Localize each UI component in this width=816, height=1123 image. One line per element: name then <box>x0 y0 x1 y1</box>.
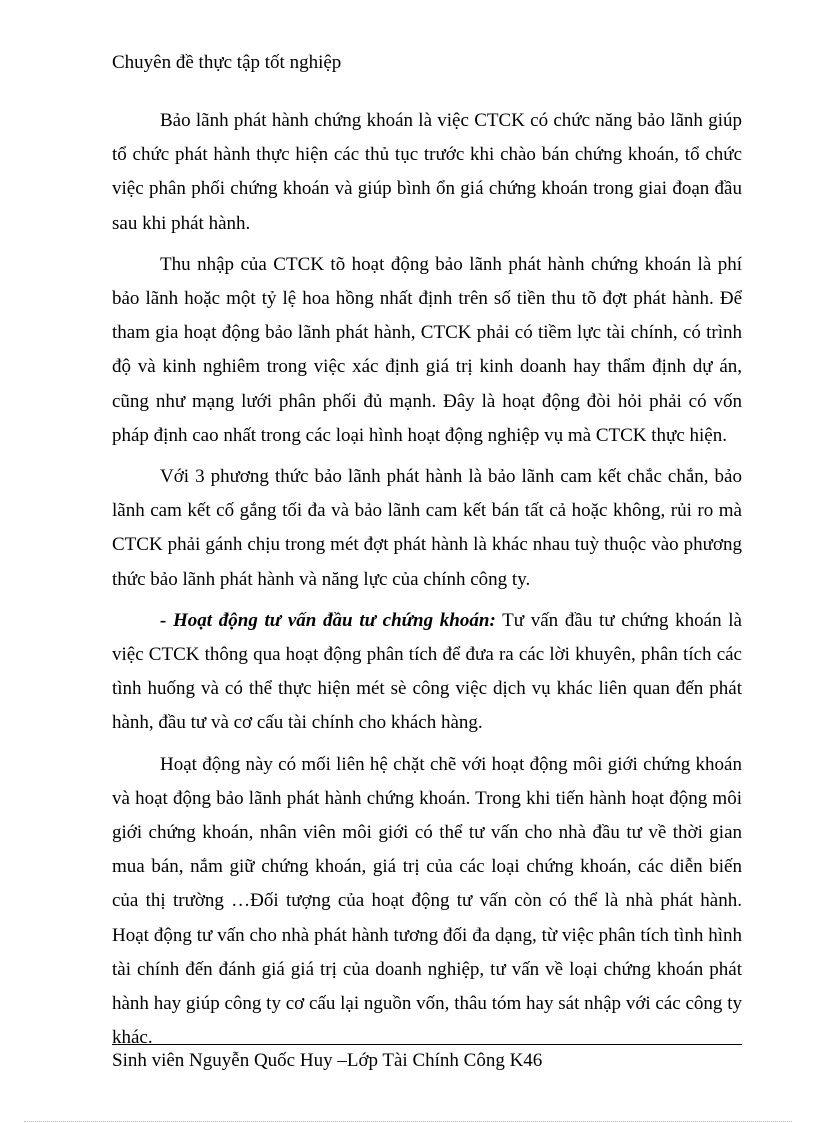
advisory-lead-term: - Hoạt động tư vấn đầu tư chứng khoán: <box>160 609 496 631</box>
paragraph-underwriting-income: Thu nhập của CTCK tõ hoạt động bảo lãnh phát hành chứng khoán là phí bảo lãnh hoặc một tỷ lệ hoa hồng nhất định trên số tiền thu tõ đợt phát hành. Để tham gia hoạt động bảo lãnh phát hành, CTCK phải có tiềm lực tài chính, có trình độ và kinh nghiêm trong việc xác định giá trị kinh doanh hay thẩm định dự án, cũng như mạng lưới phân phối đủ mạnh. Đây là hoạt động đòi hỏi phải có vốn pháp định cao nhất trong các loại hình hoạt động nghiệp vụ mà CTCK thực hiện. <box>112 253 742 446</box>
advisory-body-text: Tư vấn đầu tư chứng khoán là việc CTCK thông qua hoạt động phân tích để đưa ra các lời khuyên, phân tích các tình huống và có thể thực hiện mét sè công việc dịch vụ khác liên quan đến phát hành, đầu tư và cơ cấu tài chính cho khách hàng. <box>112 609 742 734</box>
footer-divider <box>112 1044 742 1045</box>
paragraph-investment-advisory <box>112 604 742 741</box>
page-footer: Sinh viên Nguyễn Quốc Huy –Lớp Tài Chính Công K46 <box>112 1050 543 1071</box>
page-bottom-edge <box>24 1121 792 1122</box>
paragraph-underwriting-methods: Với 3 phương thức bảo lãnh phát hành là bảo lãnh cam kết chắc chắn, bảo lãnh cam kết cố gắng tối đa và bảo lãnh cam kết bán tất cả hoặc không, rủi ro mà CTCK phải gánh chịu trong mét đợt phát hành là khác nhau tuỳ thuộc vào phương thức bảo lãnh phát hành và năng lực của chính công ty. <box>112 466 742 590</box>
document-body <box>112 104 742 1062</box>
paragraph-underwriting-definition: Bảo lãnh phát hành chứng khoán là việc CTCK có chức năng bảo lãnh giúp tổ chức phát hành thực hiện các thủ tục trước khi chào bán chứng khoán, tổ chức việc phân phối chứng khoán và giúp bình ổn giá chứng khoán trong giai đoạn đầu sau khi phát hành. <box>112 110 742 234</box>
page-header: Chuyên đề thực tập tốt nghiệp <box>112 52 342 73</box>
paragraph-advisory-relationship: Hoạt động này có mối liên hệ chặt chẽ với hoạt động môi giới chứng khoán và hoạt động bảo lãnh phát hành chứng khoán. Trong khi tiến hành hoạt động môi giới chứng khoán, nhân viên môi giới có thể tư vấn cho nhà đầu tư về thời gian mua bán, nắm giữ chứng khoán, giá trị của các loại chứng khoán, các diễn biến của thị trường …Đối tượng của hoạt động tư vấn còn có thể là nhà phát hành. Hoạt động tư vấn cho nhà phát hành tương đối đa dạng, từ việc phân tích tình hình tài chính đến đánh giá giá trị của doanh nghiệp, tư vấn về loại chứng khoán phát hành hay giúp công ty cơ cấu lại nguồn vốn, thâu tóm hay sát nhập với các công ty khác. <box>112 753 742 1049</box>
